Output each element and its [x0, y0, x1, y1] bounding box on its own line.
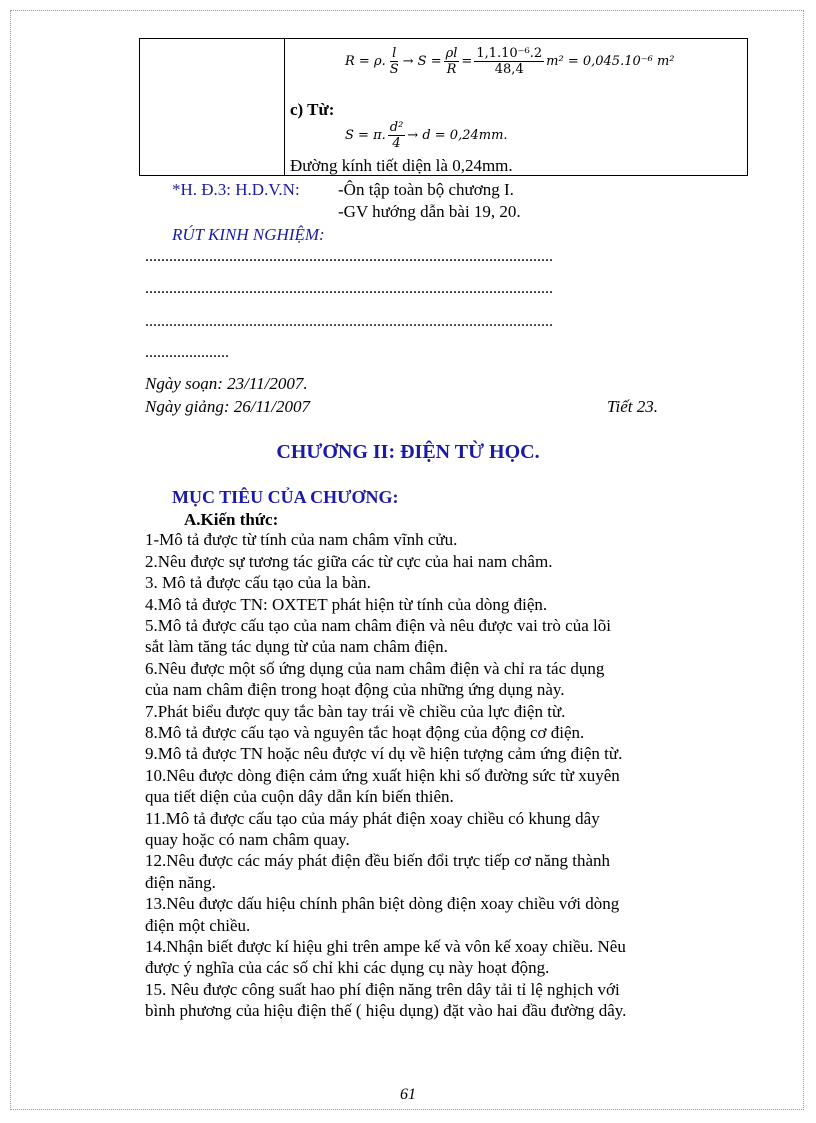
list-item: 14.Nhận biết được kí hiệu ghi trên ampe kế và vôn kế xoay chiều. Nêu [145, 937, 626, 956]
list-item: của nam châm điện trong hoạt động của những ứng dụng này. [145, 680, 565, 699]
list-item: 4.Mô tả được TN: OXTET phát hiện từ tính của dòng điện. [145, 595, 548, 614]
row-label: c) Từ: [290, 100, 335, 119]
dotted-line-2: ...................................................................................................... [145, 280, 553, 297]
table-column-divider [284, 39, 285, 175]
dotted-line-3: ...................................................................................................... [145, 313, 553, 330]
list-item: 7.Phát biểu được quy tắc bàn tay trái về chiều của lực điện từ. [145, 702, 566, 721]
list-item: qua tiết diện của cuộn dây dẫn kín biến thiên. [145, 787, 454, 806]
list-item: bình phương của hiệu điện thế ( hiệu dụng) đặt vào hai đầu đường dây. [145, 1001, 627, 1020]
formula-resistance: R = ρ. $\frac{l}{S}$ → S = $\frac{\rho l}{R}$ = $\frac{\text{1,1.10⁻⁶.2}}{48,4}$ m² = 0,045.10⁻⁶ m² [345, 45, 675, 77]
list-item: 5.Mô tả được cấu tạo của nam châm điện và nêu được vai trò của lõi [145, 616, 611, 635]
ngay-soan: Ngày soạn: 23/11/2007. [145, 374, 308, 393]
kien-thuc-heading: A.Kiến thức: [184, 510, 279, 529]
list-item: 1-Mô tả được từ tính của nam châm vĩnh cửu. [145, 530, 458, 549]
list-item: điện một chiều. [145, 916, 251, 935]
list-item: 15. Nêu được công suất hao phí điện năng trên dây tải tỉ lệ nghịch với [145, 980, 620, 999]
ngay-giang: Ngày giảng: 26/11/2007 [145, 397, 310, 416]
formula-diameter: S = π. $\frac{\text{d²}}{4}$ → d = 0,24mm. [345, 119, 508, 151]
list-item: được ý nghĩa của các số chỉ khi các dụng cụ này hoạt động. [145, 958, 550, 977]
tiet: Tiết 23. [607, 397, 659, 416]
table-conclusion: Đường kính tiết diện là 0,24mm. [290, 156, 513, 175]
solution-table [139, 38, 748, 176]
hdvn-line-1: -Ôn tập toàn bộ chương I. [338, 180, 514, 199]
list-item: 13.Nêu được dấu hiệu chính phân biệt dòng điện xoay chiều với dòng [145, 894, 620, 913]
list-item: sắt làm tăng tác dụng từ của nam châm điện. [145, 637, 448, 656]
list-item: 11.Mô tả được cấu tạo của máy phát điện xoay chiều có khung dây [145, 809, 600, 828]
list-item: 12.Nêu được các máy phát điện đều biến đổi trực tiếp cơ năng thành [145, 851, 611, 870]
hdvn-line-2: -GV hướng dẫn bài 19, 20. [338, 202, 521, 221]
dotted-line-4: ..................... [145, 344, 229, 361]
dotted-line-1: ...................................................................................................... [145, 248, 553, 265]
list-item: 6.Nêu được một số ứng dụng của nam châm điện và chỉ ra tác dụng [145, 659, 605, 678]
list-item: quay hoặc có nam châm quay. [145, 830, 350, 849]
list-item: 10.Nêu được dòng điện cảm ứng xuất hiện khi số đường sức từ xuyên [145, 766, 620, 785]
muc-tieu-heading: MỤC TIÊU CỦA CHƯƠNG: [172, 487, 399, 507]
list-item: 9.Mô tả được TN hoặc nêu được ví dụ về hiện tượng cảm ứng điện từ. [145, 744, 623, 763]
list-item: 3. Mô tả được cấu tạo của la bàn. [145, 573, 371, 592]
rut-kinh-nghiem-heading: RÚT KINH NGHIỆM: [172, 225, 325, 244]
list-item: 2.Nêu được sự tương tác giữa các từ cực của hai nam châm. [145, 552, 553, 571]
list-item: điện năng. [145, 873, 216, 892]
chapter-title: CHƯƠNG II: ĐIỆN TỪ HỌC. [276, 441, 540, 463]
hdvn-label: *H. Đ.3: H.D.V.N: [172, 180, 300, 199]
page-number: 61 [400, 1086, 416, 1103]
list-item: 8.Mô tả được cấu tạo và nguyên tắc hoạt động của động cơ điện. [145, 723, 585, 742]
